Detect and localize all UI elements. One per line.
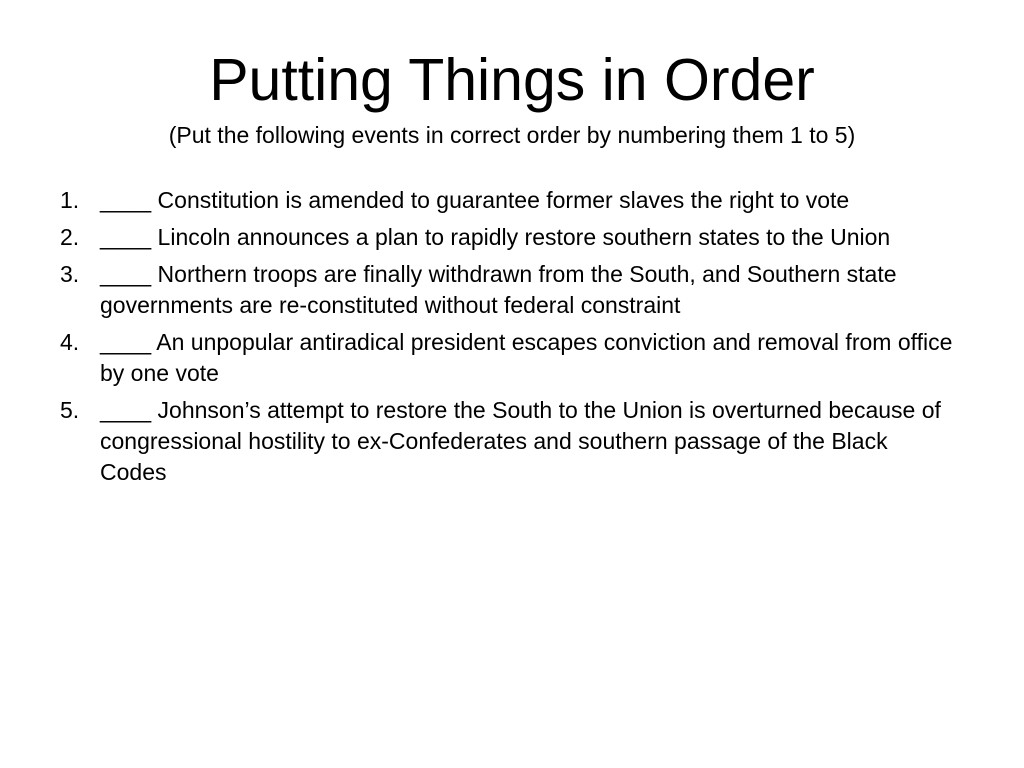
event-number: 4. <box>60 329 80 355</box>
slide-subtitle: (Put the following events in correct order by numbering them 1 to 5) <box>168 122 856 148</box>
event-number: 2. <box>60 224 80 250</box>
slide-title: Putting Things in Order <box>209 47 815 113</box>
event-item-3 <box>60 259 960 321</box>
event-item-1 <box>60 185 960 216</box>
event-text: ____ Constitution is amended to guarantee former slaves the right to vote <box>100 187 850 213</box>
event-item-4 <box>60 327 960 389</box>
event-text: ____ Lincoln announces a plan to rapidly restore southern states to the Union <box>100 224 891 250</box>
event-item-5 <box>60 395 960 488</box>
event-number: 1. <box>60 187 80 213</box>
event-item-2 <box>60 222 960 253</box>
event-number: 3. <box>60 261 80 287</box>
event-text: ____ Johnson’s attempt to restore the South to the Union is overturned because of congressional hostility to ex-Confederates and southern passage of the Black Codes <box>100 397 941 485</box>
event-text: ____ Northern troops are finally withdrawn from the South, and Southern state governments are re-constituted without federal constraint <box>100 261 897 318</box>
event-list <box>60 185 960 494</box>
event-number: 5. <box>60 397 80 423</box>
event-text: ____ An unpopular antiradical president escapes conviction and removal from office by one vote <box>100 329 953 386</box>
